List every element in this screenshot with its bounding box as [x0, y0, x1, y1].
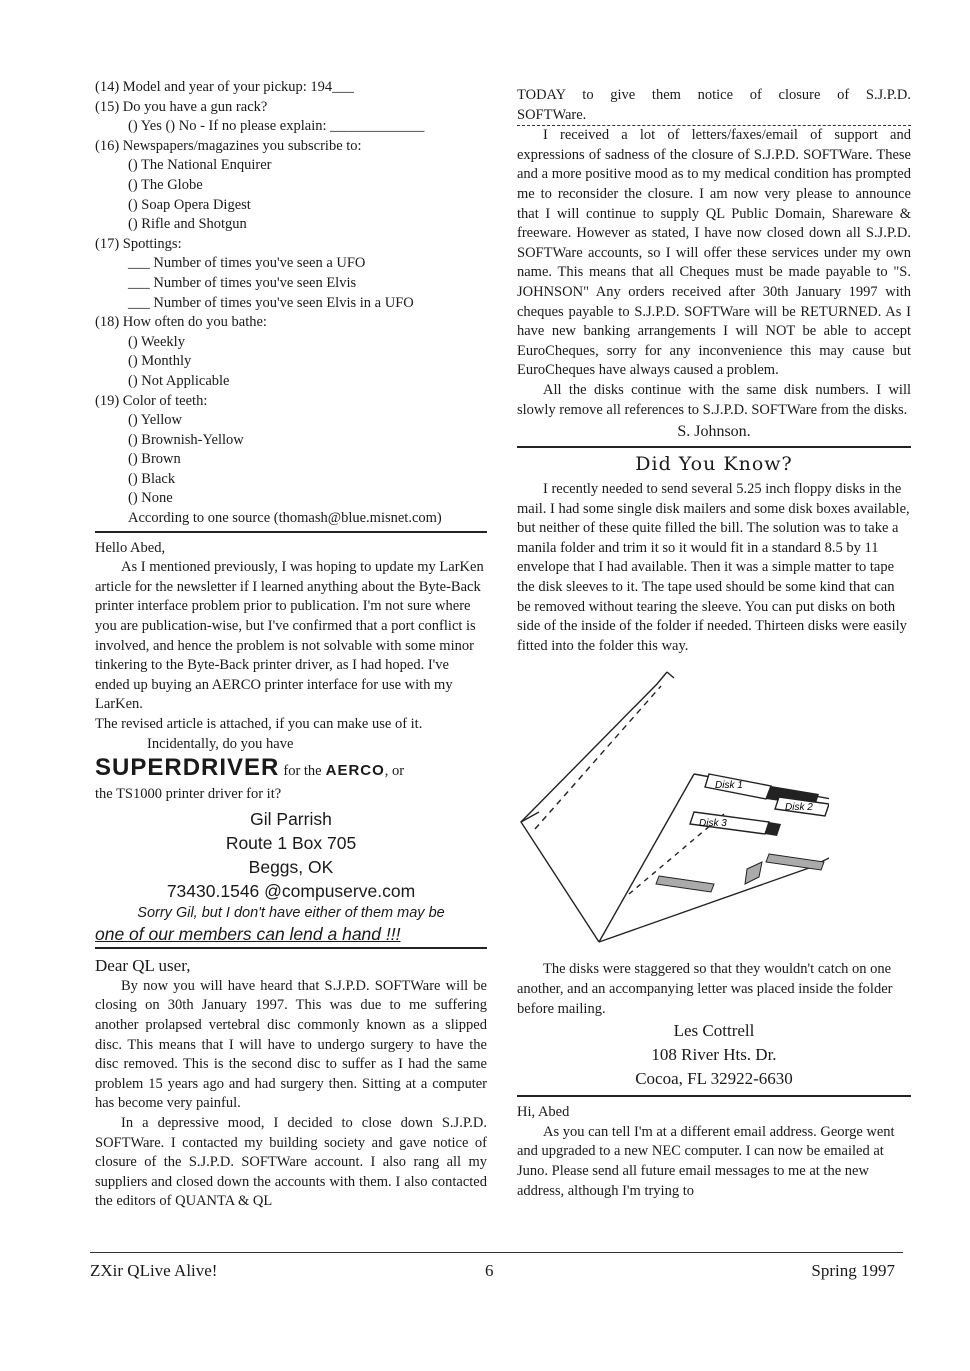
superdriver-line [95, 754, 487, 785]
footer-issue: Spring 1997 [811, 1261, 895, 1280]
les-signature [517, 1019, 911, 1091]
did-you-know-title: Did You Know? [635, 453, 793, 476]
survey-option: () Not Applicable [128, 372, 230, 389]
survey-option: () Weekly [128, 333, 185, 350]
disk-sleeve-flat [745, 862, 762, 884]
editor-reply: Sorry Gil, but I don't have either of them may be [137, 904, 445, 921]
section-divider [517, 1095, 911, 1097]
right-column [517, 86, 911, 1201]
section-divider [517, 446, 911, 448]
aerco-logo: AERCO [325, 762, 385, 780]
left-column [95, 78, 487, 1212]
editor-reply-2: one of our members can lend a hand !!! [95, 923, 401, 944]
survey-list [95, 78, 487, 529]
or-text: , or [384, 763, 405, 780]
signoff: S. Johnson. [677, 423, 751, 441]
survey-q15: (15) Do you have a gun rack? [95, 98, 268, 115]
letter-paragraph: All the disks continue with the same disk numbers. I will slowly remove all references to S.J.P.D. SOFTWare from the disks. [517, 381, 911, 418]
sig-address: Route 1 Box 705 [225, 832, 357, 853]
footer-page-number: 6 [485, 1261, 494, 1280]
survey-option: () The Globe [128, 176, 203, 193]
section-divider [95, 947, 487, 949]
section-divider [95, 531, 487, 533]
survey-source: According to one source (thomash@blue.misnet.com) [128, 510, 442, 527]
survey-q17: (17) Spottings: [95, 235, 182, 252]
letter-paragraph: In a depressive mood, I decided to close down S.J.P.D. SOFTWare. I contacted my building society and gave notice of closure of the S.J.P.D. SOFTWare account. I also rang all my suppliers and closed down the accounts with them. I also contacted the editors of QUANTA & QL [95, 1114, 487, 1210]
letter-line: The revised article is attached, if you can make use of it. [95, 716, 423, 732]
survey-option: ___ Number of times you've seen Elvis in a UFO [128, 294, 414, 311]
cont-line: TODAY to give them notice of closure of S.J.P.D. [517, 87, 911, 103]
cont-line: SOFTWare. [517, 106, 911, 127]
survey-q14: (14) Model and year of your pickup: 194___ [95, 79, 354, 95]
sig-name: Gil Parrish [250, 808, 332, 829]
disk-1-label: Disk 1 [715, 780, 743, 792]
survey-option: () Monthly [128, 353, 192, 370]
survey-option: () Black [128, 470, 176, 487]
disk-sleeve-flat [656, 876, 714, 892]
did-you-know-body: I recently needed to send several 5.25 inch floppy disks in the mail. I had some single disk mailers and some disk boxes available, but neither of these quite filled the bill. The solution was to take a manila folder and trim it so it would fit in a standard 8.5 by 11 envelope that I had available. Then it was a simple matter to tape the disk sleeves to it. The tape used should be some kind that can be removed without tearing the sleeve. You can put disks on both side of the inside of the folder if needed. Thirteen disks were easily fitted into the folder this way. [517, 481, 910, 654]
survey-q19: (19) Color of teeth: [95, 392, 208, 409]
letter-paragraph: I received a lot of letters/faxes/email of support and expressions of sadness of the closure of S.J.P.D. SOFTWare. These and a more positive mood as to my medical condition has prompted me to reconsider the closure. I am now very please to announce that I will continue to supply QL Public Domain, Shareware & freeware. However as stated, I have now closed down all S.J.P.D. SOFTWare accounts, so I will offer these services under my own name. This means that all Cheques must be made payable to "S. JOHNSON" Any orders received after 30th January 1997 with cheques payable to S.J.P.D. SOFTWare will be RETURNED. As I have new banking arrangements I will NOT be able to accept EuroCheques, sorry for any inconvenience this may cause but EuroCheques have always caused a problem. [517, 127, 911, 379]
letter-continuation [517, 86, 911, 420]
survey-option: () Brownish-Yellow [128, 431, 244, 448]
folder-illustration [519, 664, 829, 954]
sig-address: 108 River Hts. Dr. [651, 1045, 777, 1065]
sig-email: 73430.1546 @compuserve.com [166, 880, 416, 901]
letter-line: the TS1000 printer driver for it? [95, 786, 282, 803]
for-the-text: for the [283, 763, 322, 780]
survey-q16: (16) Newspapers/magazines you subscribe to: [95, 137, 362, 154]
letter-body: As you can tell I'm at a different email address. George went and upgraded to a new NEC computer. I can now be emailed at Juno. Please send all future email messages to me at the new address, although I'm trying to [517, 1123, 895, 1199]
illustration-caption: The disks were staggered so that they wouldn't catch on one another, and an accompanying letter was placed inside the folder before mailing. [517, 961, 893, 1017]
sig-name: Les Cottrell [673, 1021, 755, 1041]
footer-title: ZXir QLive Alive! [90, 1261, 218, 1280]
disk-sleeve-flat [766, 854, 824, 870]
survey-option: () Rifle and Shotgun [128, 216, 247, 233]
survey-option: () Brown [128, 451, 181, 468]
page-footer [90, 1252, 903, 1282]
sig-city: Beggs, OK [248, 856, 334, 877]
letter-body: As I mentioned previously, I was hoping to update my LarKen article for the newsletter if I learned anything about the Byte-Back printer interface problem prior to publication. I'm not sure where you are publication-wise, but I've confirmed that a port conflict is involved, and hence the problem is not solvable with some minor tinkering to the Byte-Back printer driver, as I had hoped. I've ended up buying an AERCO printer interface for use with my LarKen. [95, 559, 484, 713]
disk-2-label: Disk 2 [785, 802, 813, 814]
letter-greeting: Dear QL user, [95, 955, 191, 975]
survey-option: () Yellow [128, 412, 182, 429]
survey-option: () The National Enquirer [128, 157, 272, 174]
sig-city: Cocoa, FL 32922-6630 [635, 1069, 793, 1089]
survey-option: () Soap Opera Digest [128, 196, 251, 213]
superdriver-logo: SUPERDRIVER [95, 754, 280, 782]
disk-3-label: Disk 3 [699, 818, 727, 830]
survey-option: ___ Number of times you've seen a UFO [128, 255, 366, 272]
letter-greeting: Hello Abed, [95, 539, 166, 556]
survey-option: () None [128, 490, 173, 507]
letter-line: Incidentally, do you have [147, 735, 294, 752]
survey-q18: (18) How often do you bathe: [95, 314, 267, 331]
survey-option: ___ Number of times you've seen Elvis [128, 274, 357, 291]
letter-body [95, 977, 487, 1212]
survey-option: () Yes () No - If no please explain: _____________ [128, 118, 425, 135]
gil-signature [95, 807, 487, 903]
letter-paragraph: By now you will have heard that S.J.P.D. SOFTWare will be closing on 30th January 1997. This was due to me suffering another prolapsed vertebral disc commonly known as a slipped disc. This means that I will have to undergo surgery to have the disc removed. This is the second disc to suffer as I had the same problem 15 years ago and had surgery then. Sitting at a computer has become very painful. [95, 977, 487, 1112]
disk-sleeves [656, 774, 829, 892]
letter-greeting: Hi, Abed [517, 1104, 570, 1121]
